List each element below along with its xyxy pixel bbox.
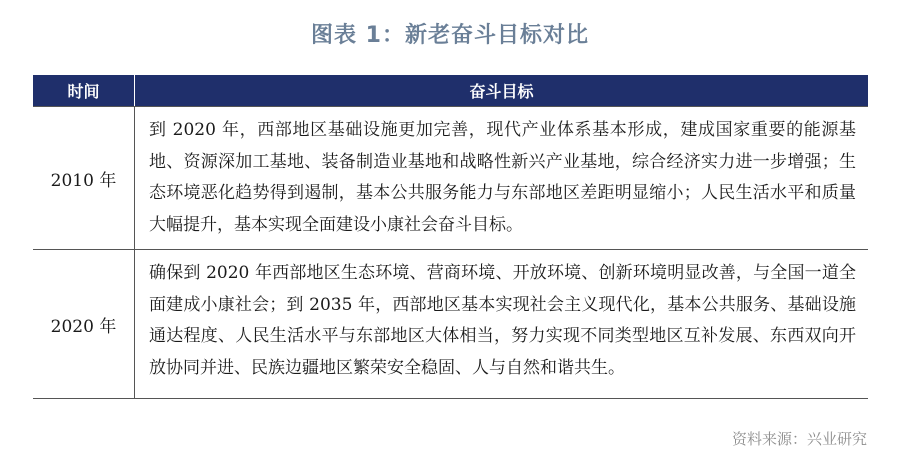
row-year: 2010 年 (33, 107, 135, 249)
table-header (33, 75, 868, 106)
comparison-table (33, 75, 868, 399)
row-goal: 到 2020 年，西部地区基础设施更加完善，现代产业体系基本形成，建成国家重要的能源基地、资源深加工基地、装备制造业基地和战略性新兴产业基地，综合经济实力进一步增强；生态环境恶化趋势得到遏制，基本公共服务能力与东部地区差距明显缩小；人民生活水平和质量大幅提升，基本实现全面建设小康社会奋斗目标。 (149, 120, 856, 235)
source-note: 资料来源：兴业研究 (731, 430, 867, 448)
header-goal: 奋斗目标 (469, 82, 534, 101)
row-goal: 确保到 2020 年西部地区生态环境、营商环境、开放环境、创新环境明显改善，与全国一道全面建成小康社会；到 2035 年，西部地区基本实现社会主义现代化，基本公共服务、基础设施通达程度、人民生活水平与东部地区大体相当，努力实现不同类型地区互补发展、东西双向开放协同并进、民族边疆地区繁荣安全稳固、人与自然和谐共生。 (149, 263, 856, 378)
table-row (33, 106, 868, 249)
header-time: 时间 (33, 75, 135, 106)
table-row (33, 249, 868, 398)
row-year: 2020 年 (33, 250, 135, 398)
figure-title: 图表 1：新老奋斗目标对比 (311, 23, 589, 48)
